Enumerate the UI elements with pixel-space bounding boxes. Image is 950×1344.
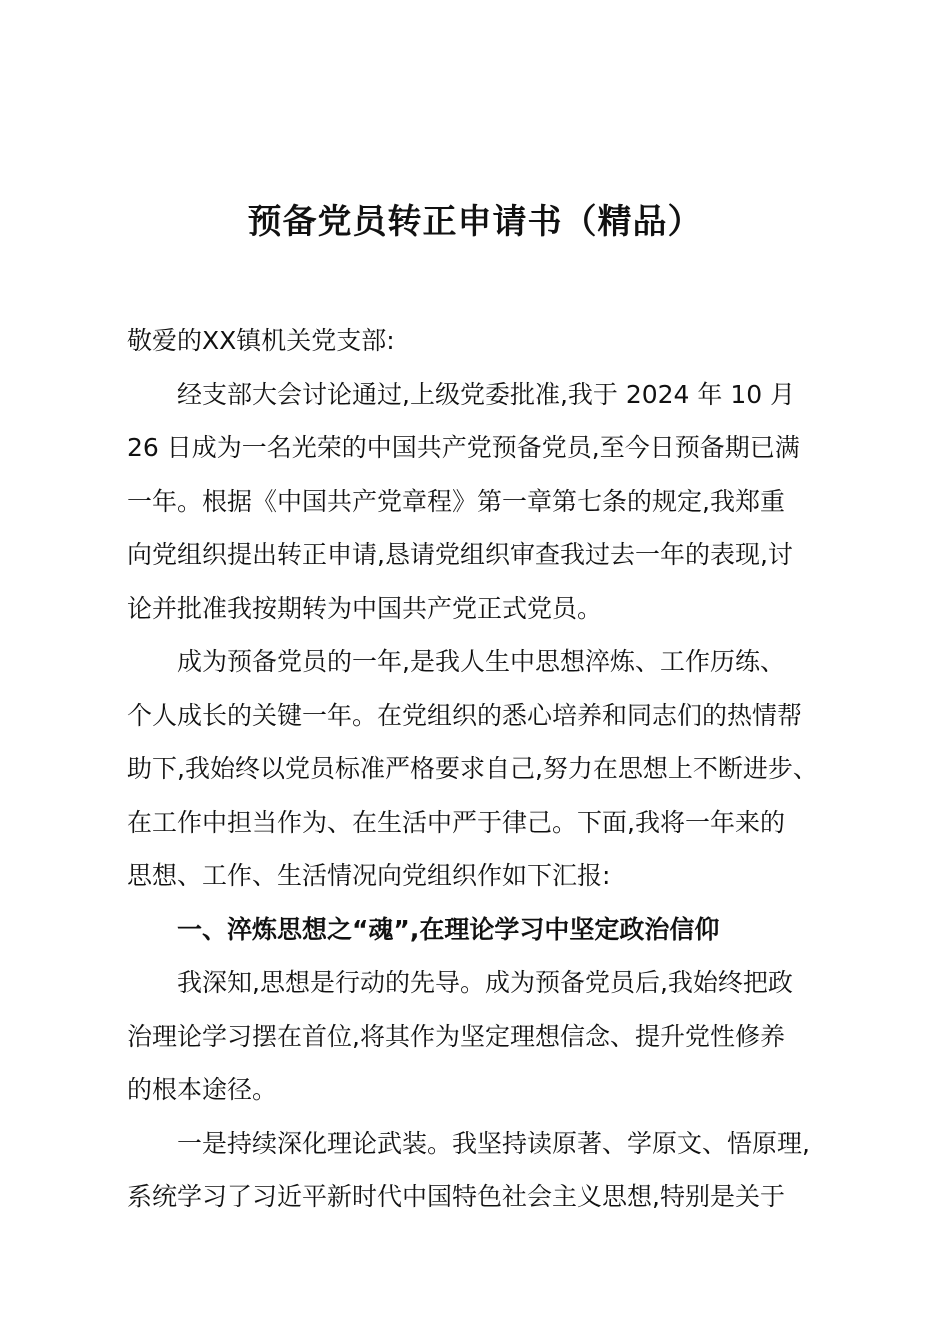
text-line: 向党组织提出转正申请,恳请党组织审查我过去一年的表现,讨 xyxy=(127,540,793,569)
text-line: 一是持续深化理论武装。我坚持读原著、学原文、悟原理, xyxy=(177,1128,810,1158)
text-line: 系统学习了习近平新时代中国特色社会主义思想,特别是关于 xyxy=(127,1182,785,1211)
text-line: 经支部大会讨论通过,上级党委批准,我于 2024 年 10 月 xyxy=(177,379,796,409)
salutation-line: 敬爱的XX镇机关党支部: xyxy=(127,326,395,355)
text-line: 一年。根据《中国共产党章程》第一章第七条的规定,我郑重 xyxy=(127,486,785,516)
text-line: 26 日成为一名光荣的中国共产党预备党员,至今日预备期已满 xyxy=(127,433,800,462)
text-line: 成为预备党员的一年,是我人生中思想淬炼、工作历练、 xyxy=(177,647,785,676)
document-body xyxy=(127,314,827,1224)
text-line: 论并批准我按期转为中国共产党正式党员。 xyxy=(127,593,603,623)
text-line: 的根本途径。 xyxy=(127,1075,278,1104)
paragraph-4 xyxy=(127,1117,827,1224)
text-line: 助下,我始终以党员标准严格要求自己,努力在思想上不断进步、 xyxy=(127,754,818,783)
paragraph-1 xyxy=(127,368,827,636)
section-heading-line: 一、淬炼思想之“魂”,在理论学习中坚定政治信仰 xyxy=(177,914,720,944)
paragraph-3 xyxy=(127,956,827,1117)
document-title: 预备党员转正申请书（精品） xyxy=(247,202,703,242)
text-line: 个人成长的关键一年。在党组织的悉心培养和同志们的热情帮 xyxy=(127,700,803,730)
paragraph-2 xyxy=(127,635,827,903)
text-line: 在工作中担当作为、在生活中严于律己。下面,我将一年来的 xyxy=(127,807,785,837)
section-1-heading xyxy=(127,903,827,957)
salutation xyxy=(127,314,827,368)
text-line: 治理论学习摆在首位,将其作为坚定理想信念、提升党性修养 xyxy=(127,1021,785,1051)
text-line: 我深知,思想是行动的先导。成为预备党员后,我始终把政 xyxy=(177,968,793,997)
text-line: 思想、工作、生活情况向党组织作如下汇报: xyxy=(127,861,611,890)
